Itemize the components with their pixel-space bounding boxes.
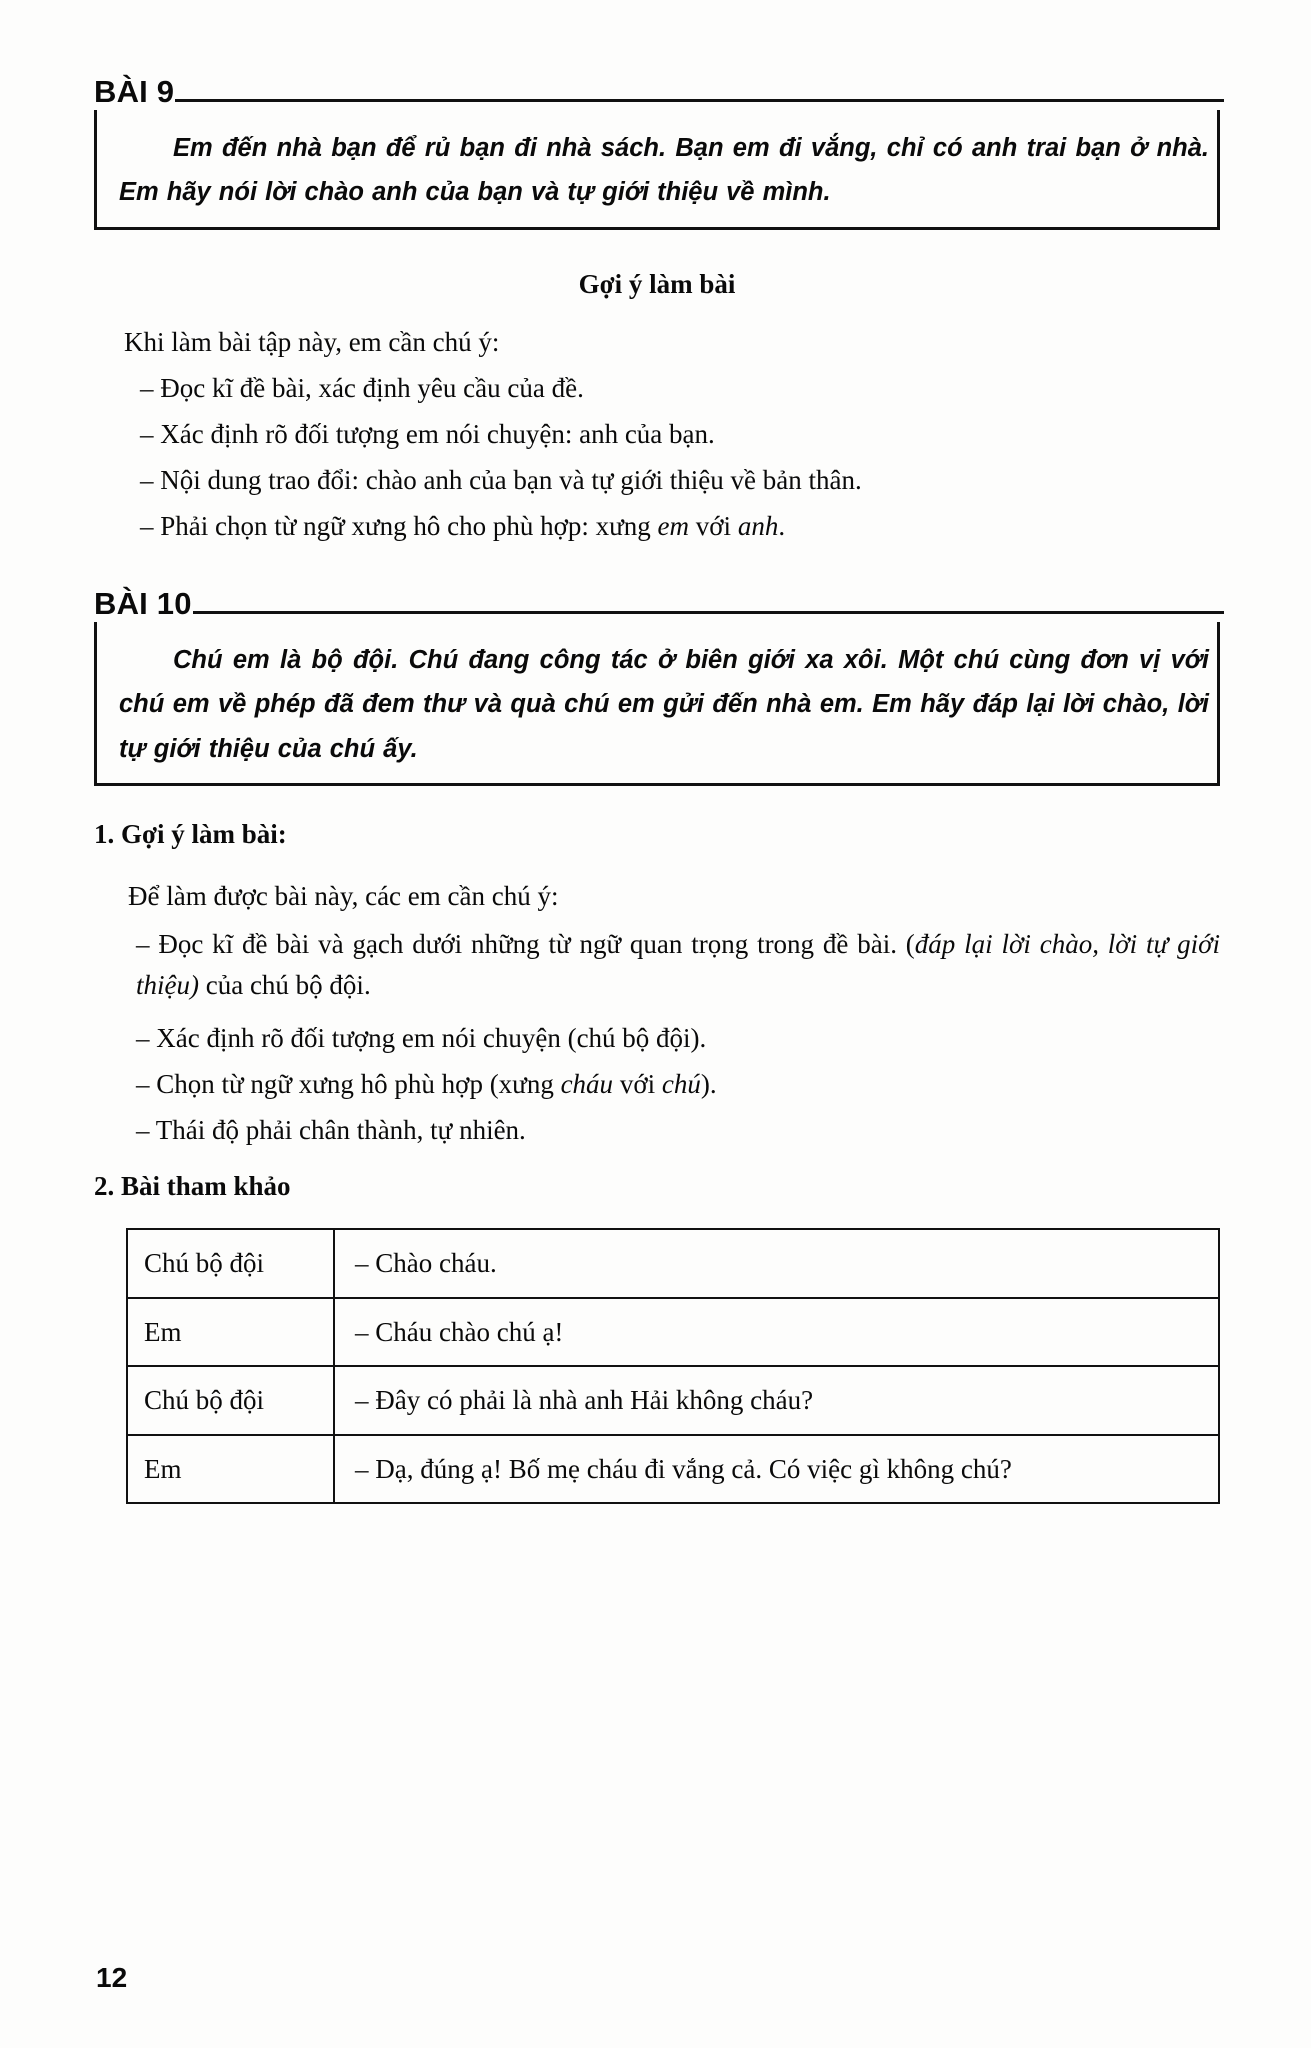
lesson-10-bullet-3-before: – Chọn từ ngữ xưng hô phù hợp (xưng [136,1069,561,1099]
lesson-9-bullet-4-italic-em: em [657,511,690,541]
lesson-9-rule [175,99,1224,102]
lesson-9-bullet-3: – Nội dung trao đổi: chào anh của bạn và tự giới thiệu về bản thân. [140,465,862,495]
lesson-10-section-1-heading: 1. Gợi ý làm bài: [94,819,287,849]
lesson-10-bullet-3-italic-chu: chú [661,1069,701,1099]
table-row [127,1229,1219,1298]
lesson-10-bullet-1-before: – Đọc kĩ đề bài và gạch dưới những từ ngữ quan trọng trong đề bài. ( [136,929,915,959]
lesson-9-heading [94,76,1224,109]
lesson-10-rule [193,611,1224,614]
lesson-10-prompt-text: Chú em là bộ đội. Chú đang công tác ở biên giới xa xôi. Một chú cùng đơn vị với chú em về phép đã đem thư và quà chú em gửi đến nhà em. Em hãy đáp lại lời chào, lời tự giới thiệu của chú ấy. [119,646,1209,763]
lesson-10-bullet-1-after: của chú bộ đội. [198,969,371,1000]
lesson-10-heading [94,588,1224,621]
lesson-9-bullet-4-before: – Phải chọn từ ngữ xưng hô cho phù hợp: xưng [140,511,658,541]
lesson-10-bullet-4: – Thái độ phải chân thành, tự nhiên. [136,1115,526,1145]
lesson-10-section-1-intro: Để làm được bài này, các em cần chú ý: [128,881,559,911]
table-row [127,1435,1219,1504]
lesson-10-bullet-3-middle: với [613,1069,662,1099]
lesson-9-guide-heading: Gợi ý làm bài [578,269,736,299]
lesson-10-bullet-1-italic: đáp lại lời chào, lời tự giới thiệu) [136,929,1220,1000]
table-row [127,1298,1219,1367]
lesson-10-bullet-3 [136,1064,1220,1105]
dialogue-line: – Dạ, đúng ạ! Bố mẹ cháu đi vắng cả. Có việc gì không chú? [334,1435,1219,1504]
lesson-9-bullet-4 [140,506,1220,547]
lesson-10-bullet-2: – Xác định rõ đối tượng em nói chuyện (chú bộ đội). [136,1023,707,1053]
dialogue-speaker: Chú bộ đội [127,1229,334,1298]
lesson-9-bullet-4-italic-anh: anh [737,511,779,541]
dialogue-line: – Chào cháu. [334,1229,1219,1298]
lesson-9-guide-intro: Khi làm bài tập này, em cần chú ý: [124,327,500,357]
lesson-9-bullet-2: – Xác định rõ đối tượng em nói chuyện: anh của bạn. [140,419,715,449]
lesson-10-bullet-1 [136,924,1220,1005]
dialogue-table [126,1228,1220,1504]
lesson-10-section-2-heading: 2. Bài tham khảo [94,1171,291,1201]
dialogue-speaker: Em [127,1435,334,1504]
lesson-9-bullet-4-after: . [778,511,786,541]
dialogue-line: – Cháu chào chú ạ! [334,1298,1219,1367]
lesson-10-label: BÀI 10 [94,586,192,621]
page-number: 12 [96,1962,128,1993]
lesson-9-prompt-box [94,110,1220,230]
lesson-9-prompt-text: Em đến nhà bạn để rủ bạn đi nhà sách. Bạn em đi vắng, chỉ có anh trai bạn ở nhà. Em hãy nói lời chào anh của bạn và tự giới thiệu về mình. [119,134,1209,207]
dialogue-line: – Đây có phải là nhà anh Hải không cháu? [334,1366,1219,1435]
lesson-9-bullet-1: – Đọc kĩ đề bài, xác định yêu cầu của đề. [140,373,584,403]
dialogue-speaker: Em [127,1298,334,1367]
lesson-10-bullet-3-italic-chau: cháu [560,1069,614,1099]
lesson-10-prompt-box [94,622,1220,786]
dialogue-speaker: Chú bộ đội [127,1366,334,1435]
lesson-10-bullet-3-after: ). [700,1069,717,1099]
table-row [127,1366,1219,1435]
lesson-9-bullet-4-middle: với [689,511,738,541]
lesson-9-label: BÀI 9 [94,74,175,109]
